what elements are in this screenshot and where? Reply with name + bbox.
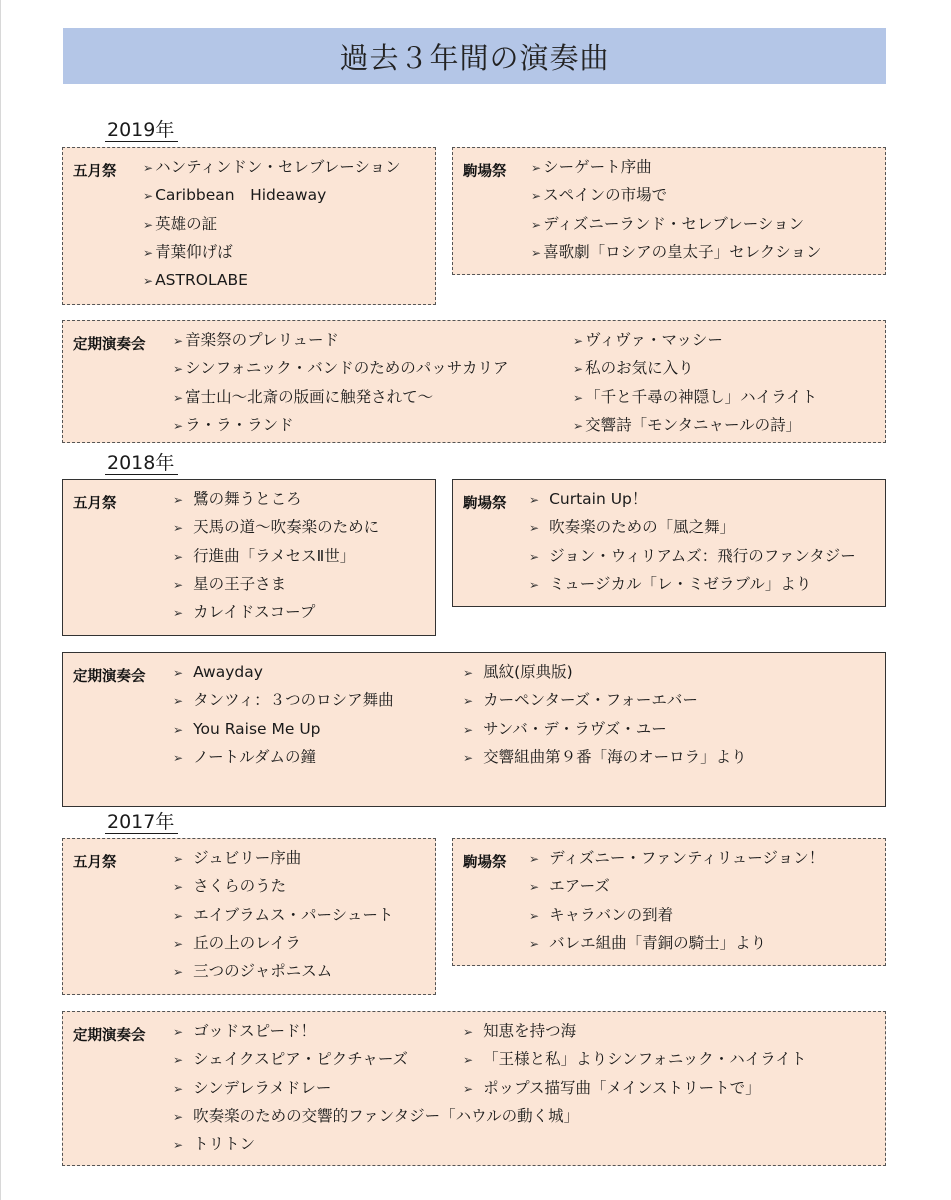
komabasai-box-2017 <box>452 838 886 966</box>
list-item: ➢ 交響詩「モンタニャールの詩」 <box>573 411 817 439</box>
list-item: ➢ シーゲート序曲 <box>531 153 821 181</box>
list-item: ➢ Curtain Up！ <box>529 485 856 513</box>
arrow-bullet-icon: ➢ <box>173 666 184 680</box>
list-item: ➢ 音楽祭のプレリュード <box>173 326 508 354</box>
list-item: ➢ タンツィ：３つのロシア舞曲 <box>173 686 394 714</box>
arrow-bullet-icon: ➢ <box>529 852 540 866</box>
teiki-list-left <box>173 658 394 771</box>
list-item: ➢ 喜歌劇「ロシアの皇太子」セレクション <box>531 238 821 266</box>
list-item: ➢ シンデレラメドレー <box>173 1074 579 1102</box>
teiki-list-left <box>173 326 508 439</box>
arrow-bullet-icon: ➢ <box>173 577 184 592</box>
arrow-bullet-icon: ➢ <box>573 390 584 405</box>
list-item: ➢ ハンティンドン・セレブレーション <box>143 153 401 181</box>
list-item: ➢ Caribbean Hideaway <box>143 181 401 209</box>
arrow-bullet-icon: ➢ <box>143 189 154 204</box>
arrow-bullet-icon: ➢ <box>173 852 184 866</box>
teiki-box-2019 <box>62 320 886 443</box>
year-heading-2017: 2017年 <box>105 811 178 834</box>
gogatsusai-list <box>173 485 379 626</box>
teiki-list-right <box>463 1017 806 1102</box>
arrow-bullet-icon: ➢ <box>173 390 184 405</box>
arrow-bullet-icon: ➢ <box>173 1053 184 1068</box>
list-item: ➢ エイブラムス・パーシュート <box>173 901 393 929</box>
arrow-bullet-icon: ➢ <box>143 245 154 260</box>
teiki-label: 定期演奏会 <box>73 337 146 353</box>
arrow-bullet-icon: ➢ <box>173 362 184 377</box>
teiki-box-2018 <box>62 652 886 807</box>
list-item: ➢ 富士山〜北斎の版画に触発されて〜 <box>173 383 508 411</box>
komabasai-list <box>529 844 824 957</box>
list-item: ➢ ノートルダムの鐘 <box>173 743 394 771</box>
list-item: ➢ ゴッドスピード！ <box>173 1017 579 1045</box>
arrow-bullet-icon: ➢ <box>463 750 474 765</box>
teiki-box-2017 <box>62 1011 886 1166</box>
list-item: ➢ さくらのうた <box>173 872 393 900</box>
arrow-bullet-icon: ➢ <box>573 362 584 377</box>
gogatsusai-box-2019 <box>62 147 436 305</box>
gogatsusai-list <box>143 153 401 294</box>
list-item: ➢ 行進曲「ラメセスⅡ世」 <box>173 542 379 570</box>
list-item: ➢ ジョン・ウィリアムズ：飛行のファンタジー <box>529 542 856 570</box>
komabasai-label: 駒場祭 <box>463 496 507 512</box>
list-item: ➢ 青葉仰げば <box>143 238 401 266</box>
list-item: ➢ You Raise Me Up <box>173 715 394 743</box>
arrow-bullet-icon: ➢ <box>173 1109 184 1124</box>
list-item: ➢ ヴィヴァ・マッシー <box>573 326 817 354</box>
list-item: ➢ スペインの市場で <box>531 181 821 209</box>
gogatsusai-label: 五月祭 <box>73 164 117 180</box>
list-item: ➢ 鷺の舞うところ <box>173 485 379 513</box>
arrow-bullet-icon: ➢ <box>173 1081 184 1096</box>
arrow-bullet-icon: ➢ <box>173 908 184 923</box>
list-item: ➢ ラ・ラ・ランド <box>173 411 508 439</box>
arrow-bullet-icon: ➢ <box>173 722 184 737</box>
gogatsusai-box-2018 <box>62 479 436 636</box>
arrow-bullet-icon: ➢ <box>463 1081 474 1096</box>
list-item: ➢ カレイドスコープ <box>173 598 379 626</box>
year-heading-2019: 2019年 <box>105 119 178 142</box>
list-item: ➢ カーペンターズ・フォーエバー <box>463 686 747 714</box>
list-item: ➢ 英雄の証 <box>143 210 401 238</box>
list-item: ➢ 「王様と私」よりシンフォニック・ハイライト <box>463 1045 806 1073</box>
arrow-bullet-icon: ➢ <box>173 549 184 564</box>
arrow-bullet-icon: ➢ <box>143 217 154 232</box>
arrow-bullet-icon: ➢ <box>143 161 154 175</box>
teiki-list-right <box>463 658 747 771</box>
arrow-bullet-icon: ➢ <box>173 750 184 765</box>
arrow-bullet-icon: ➢ <box>531 161 542 175</box>
komabasai-box-2019 <box>452 147 886 275</box>
list-item: ➢ 「千と千尋の神隠し」ハイライト <box>573 383 817 411</box>
arrow-bullet-icon: ➢ <box>173 418 184 433</box>
list-item: ➢ 吹奏楽のための交響的ファンタジー「ハウルの動く城」 <box>173 1102 579 1130</box>
arrow-bullet-icon: ➢ <box>173 694 184 709</box>
list-item: ➢ シェイクスピア・ピクチャーズ <box>173 1045 579 1073</box>
list-item: ➢ サンバ・デ・ラヴズ・ユー <box>463 715 747 743</box>
teiki-label: 定期演奏会 <box>73 1028 146 1044</box>
list-item: ➢ ジュビリー序曲 <box>173 844 393 872</box>
arrow-bullet-icon: ➢ <box>143 274 154 289</box>
list-item: ➢ バレエ組曲「青銅の騎士」より <box>529 929 824 957</box>
arrow-bullet-icon: ➢ <box>173 1138 184 1153</box>
arrow-bullet-icon: ➢ <box>173 1025 184 1039</box>
list-item: ➢ 私のお気に入り <box>573 354 817 382</box>
teiki-label: 定期演奏会 <box>73 669 146 685</box>
arrow-bullet-icon: ➢ <box>463 1025 474 1039</box>
list-item: ➢ ポップス描写曲「メインストリートで」 <box>463 1074 806 1102</box>
list-item: ➢ 丘の上のレイラ <box>173 929 393 957</box>
arrow-bullet-icon: ➢ <box>529 549 540 564</box>
teiki-list-right <box>573 326 817 439</box>
arrow-bullet-icon: ➢ <box>173 880 184 895</box>
list-item: ➢ ディズニー・ファンティリュージョン！ <box>529 844 824 872</box>
list-item: ➢ ディズニーランド・セレブレーション <box>531 210 821 238</box>
komabasai-list <box>529 485 856 598</box>
arrow-bullet-icon: ➢ <box>173 936 184 951</box>
page-title: 過去３年間の演奏曲 <box>63 28 886 84</box>
list-item: ➢ 吹奏楽のための「風之舞」 <box>529 513 856 541</box>
arrow-bullet-icon: ➢ <box>173 965 184 980</box>
list-item: ➢ トリトン <box>173 1130 579 1158</box>
gogatsusai-list <box>173 844 393 985</box>
arrow-bullet-icon: ➢ <box>531 245 542 260</box>
arrow-bullet-icon: ➢ <box>463 722 474 737</box>
list-item: ➢ 風紋(原典版) <box>463 658 747 686</box>
gogatsusai-label: 五月祭 <box>73 496 117 512</box>
komabasai-label: 駒場祭 <box>463 164 507 180</box>
arrow-bullet-icon: ➢ <box>531 189 542 204</box>
list-item: ➢ 交響組曲第９番「海のオーロラ」より <box>463 743 747 771</box>
arrow-bullet-icon: ➢ <box>529 908 540 923</box>
komabasai-box-2018 <box>452 479 886 607</box>
arrow-bullet-icon: ➢ <box>529 880 540 895</box>
list-item: ➢ Awayday <box>173 658 394 686</box>
list-item: ➢ ミュージカル「レ・ミゼラブル」より <box>529 570 856 598</box>
list-item: ➢ シンフォニック・バンドのためのパッサカリア <box>173 354 508 382</box>
list-item: ➢ 天馬の道〜吹奏楽のために <box>173 513 379 541</box>
list-item: ➢ 知恵を持つ海 <box>463 1017 806 1045</box>
arrow-bullet-icon: ➢ <box>529 493 540 507</box>
arrow-bullet-icon: ➢ <box>529 936 540 951</box>
list-item: ➢ ASTROLABE <box>143 266 401 294</box>
arrow-bullet-icon: ➢ <box>529 521 540 536</box>
arrow-bullet-icon: ➢ <box>573 334 584 348</box>
arrow-bullet-icon: ➢ <box>573 418 584 433</box>
list-item: ➢ 三つのジャポニスム <box>173 957 393 985</box>
arrow-bullet-icon: ➢ <box>173 334 184 348</box>
list-item: ➢ 星の王子さま <box>173 570 379 598</box>
komabasai-list <box>531 153 821 266</box>
arrow-bullet-icon: ➢ <box>173 493 184 507</box>
komabasai-label: 駒場祭 <box>463 855 507 871</box>
list-item: ➢ キャラバンの到着 <box>529 901 824 929</box>
arrow-bullet-icon: ➢ <box>463 1053 474 1068</box>
arrow-bullet-icon: ➢ <box>531 217 542 232</box>
gogatsusai-label: 五月祭 <box>73 855 117 871</box>
arrow-bullet-icon: ➢ <box>463 694 474 709</box>
gogatsusai-box-2017 <box>62 838 436 995</box>
list-item: ➢ エアーズ <box>529 872 824 900</box>
arrow-bullet-icon: ➢ <box>173 606 184 621</box>
arrow-bullet-icon: ➢ <box>529 577 540 592</box>
year-heading-2018: 2018年 <box>105 452 178 475</box>
arrow-bullet-icon: ➢ <box>173 521 184 536</box>
arrow-bullet-icon: ➢ <box>463 666 474 680</box>
